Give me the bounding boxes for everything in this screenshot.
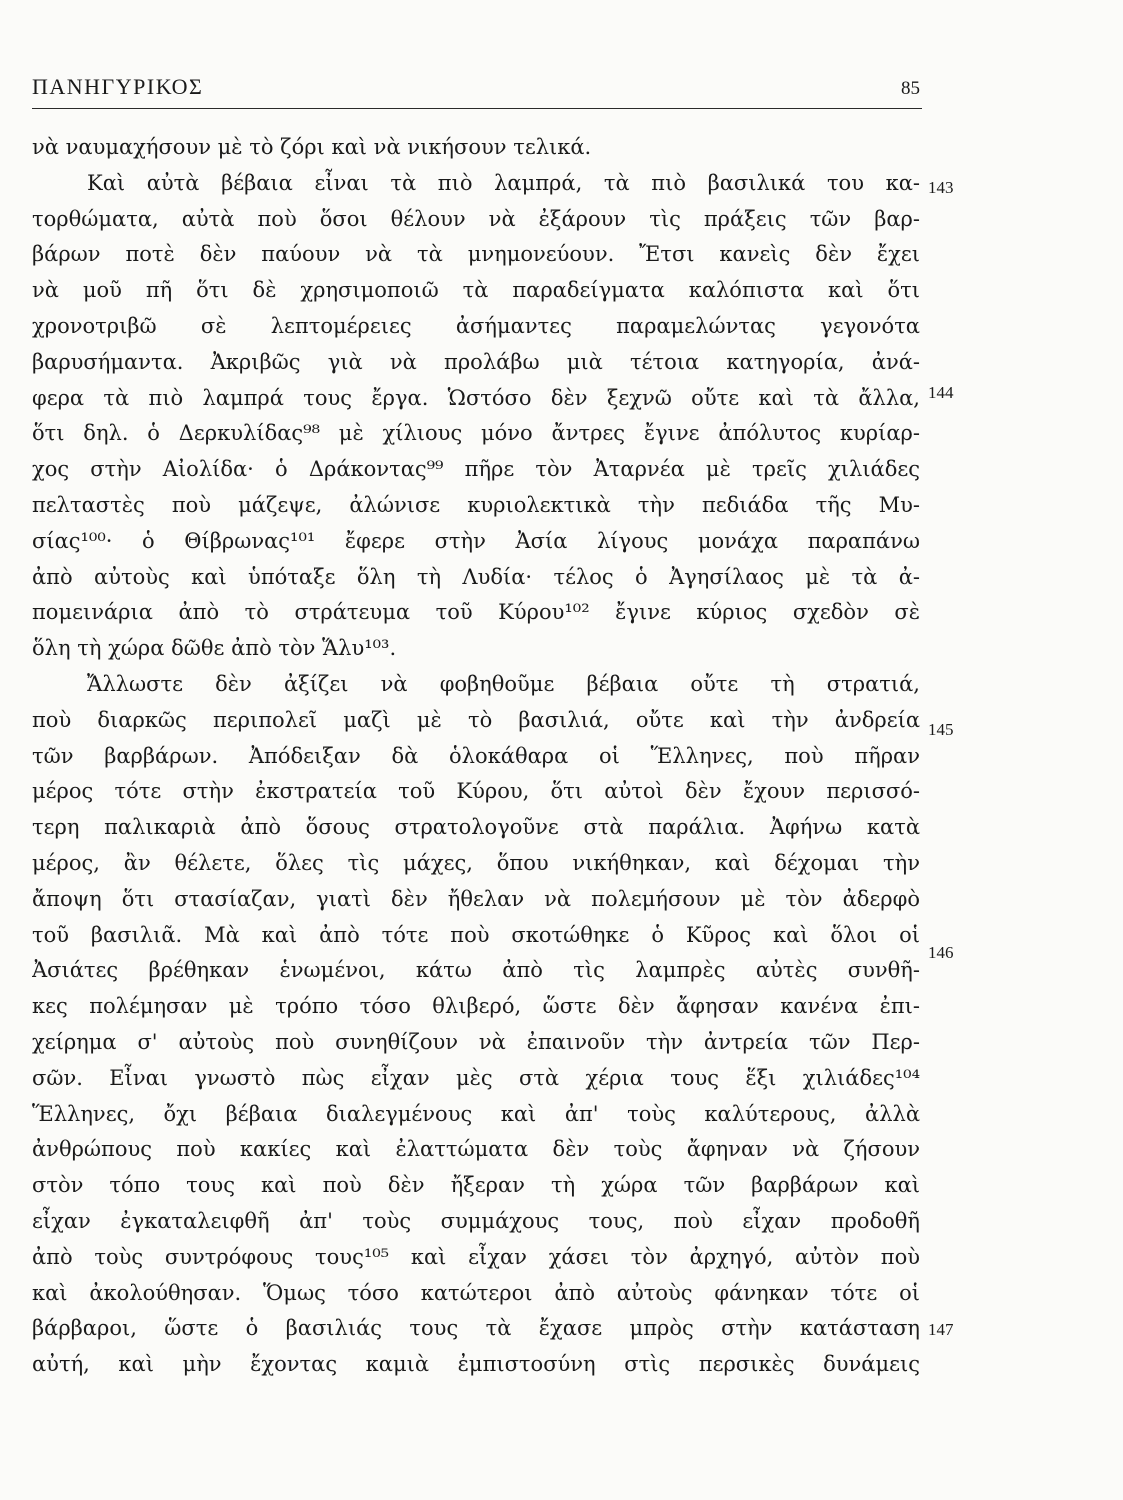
text-line: εἶχαν ἐγκαταλειφθῆ ἀπ' τοὺς συμμάχους τους, ποὺ εἶχαν προδοθῆ xyxy=(32,1208,920,1233)
text-line: βάρβαροι, ὥστε ὁ βασιλιάς τους τὰ ἔχασε μπρὸς στὴν κατάσταση xyxy=(32,1316,920,1341)
text-line: τερη παλικαριὰ ἀπὸ ὅσους στρατολογοῦνε στὰ παράλια. Ἀφήνω κατὰ xyxy=(32,815,920,840)
text-line: ἀπὸ τοὺς συντρόφους τους¹⁰⁵ καὶ εἶχαν χάσει τὸν ἀρχηγό, αὐτὸν ποὺ xyxy=(32,1244,920,1269)
text-line: φερα τὰ πιὸ λαμπρά τους ἔργα. Ὡστόσο δὲν ξεχνῶ οὔτε καὶ τὰ ἄλλα, xyxy=(32,385,920,410)
margin-section-number: 146 xyxy=(928,943,954,962)
text-line: μέρος τότε στὴν ἐκστρατεία τοῦ Κύρου, ὅτι αὐτοὶ δὲν ἔχουν περισσό- xyxy=(32,779,920,804)
page-number: 85 xyxy=(901,78,920,99)
text-line: στὸν τόπο τους καὶ ποὺ δὲν ἤξεραν τὴ χώρα τῶν βαρβάρων καὶ xyxy=(32,1173,920,1198)
text-line: χείρημα σ' αὐτοὺς ποὺ συνηθίζουν νὰ ἐπαινοῦν τὴν ἀντρεία τῶν Περ- xyxy=(32,1029,920,1054)
text-line: ἀνθρώπους ποὺ κακίες καὶ ἐλαττώματα δὲν τοὺς ἄφηναν νὰ ζήσουν xyxy=(32,1137,920,1162)
text-line: χος στὴν Αἰολίδα· ὁ Δράκοντας⁹⁹ πῆρε τὸν Ἀταρνέα μὲ τρεῖς χιλιάδες xyxy=(32,457,920,482)
header-rule xyxy=(32,108,922,109)
running-title: ΠΑΝΗΓΥΡΙΚΟΣ xyxy=(32,74,204,99)
text-line: Καὶ αὐτὰ βέβαια εἶναι τὰ πιὸ λαμπρά, τὰ πιὸ βασιλικά του κα- xyxy=(87,170,920,195)
text-line: ἀπὸ αὐτοὺς καὶ ὑπόταξε ὅλη τὴ Λυδία· τέλος ὁ Ἀγησίλαος μὲ τὰ ἀ- xyxy=(32,564,920,589)
text-line: ὅτι δηλ. ὁ Δερκυλίδας⁹⁸ μὲ χίλιους μόνο ἄντρες ἔγινε ἀπόλυτος κυρίαρ- xyxy=(32,421,920,446)
text-line: τῶν βαρβάρων. Ἀπόδειξαν δὰ ὁλοκάθαρα οἱ Ἕλληνες, ποὺ πῆραν xyxy=(32,743,920,768)
text-line: Ἀσιάτες βρέθηκαν ἑνωμένοι, κάτω ἀπὸ τὶς λαμπρὲς αὐτὲς συνθῆ- xyxy=(32,958,920,983)
margin-section-number: 145 xyxy=(928,720,954,739)
text-line: κες πολέμησαν μὲ τρόπο τόσο θλιβερό, ὥστε δὲν ἄφησαν κανένα ἐπι- xyxy=(32,994,920,1019)
text-line: τορθώματα, αὐτὰ ποὺ ὅσοι θέλουν νὰ ἐξάρουν τὶς πράξεις τῶν βαρ- xyxy=(32,206,920,231)
text-line: ὅλη τὴ χώρα δῶθε ἀπὸ τὸν Ἅλυ¹⁰³. xyxy=(32,636,397,661)
text-line: αὐτή, καὶ μὴν ἔχοντας καμιὰ ἐμπιστοσύνη στὶς περσικὲς δυνάμεις xyxy=(32,1352,920,1377)
text-line: χρονοτριβῶ σὲ λεπτομέρειες ἀσήμαντες παραμελώντας γεγονότα xyxy=(32,313,920,338)
body-text xyxy=(32,130,920,1383)
text-line: τοῦ βασιλιᾶ. Μὰ καὶ ἀπὸ τότε ποὺ σκοτώθηκε ὁ Κῦρος καὶ ὅλοι οἱ xyxy=(32,922,920,947)
text-line: νὰ μοῦ πῆ ὅτι δὲ χρησιμοποιῶ τὰ παραδείγματα καλόπιστα καὶ ὅτι xyxy=(32,278,920,303)
text-line: μέρος, ἂν θέλετε, ὅλες τὶς μάχες, ὅπου νικήθηκαν, καὶ δέχομαι τὴν xyxy=(32,850,920,875)
text-line: ἄποψη ὅτι στασίαζαν, γιατὶ δὲν ἤθελαν νὰ πολεμήσουν μὲ τὸν ἀδερφὸ xyxy=(32,886,920,911)
text-line: ποὺ διαρκῶς περιπολεῖ μαζὶ μὲ τὸ βασιλιά, οὔτε καὶ τὴν ἀνδρεία xyxy=(32,707,920,732)
text-line: βαρυσήμαντα. Ἀκριβῶς γιὰ νὰ προλάβω μιὰ τέτοια κατηγορία, ἀνά- xyxy=(32,349,920,374)
text-line: πελταστὲς ποὺ μάζεψε, ἀλώνισε κυριολεκτικὰ τὴν πεδιάδα τῆς Μυ- xyxy=(32,492,920,517)
text-line: σίας¹⁰⁰· ὁ Θίβρωνας¹⁰¹ ἔφερε στὴν Ἀσία λίγους μονάχα παραπάνω xyxy=(32,528,920,553)
text-line: Ἕλληνες, ὄχι βέβαια διαλεγμένους καὶ ἀπ' τοὺς καλύτερους, ἀλλὰ xyxy=(32,1101,920,1126)
margin-section-number: 143 xyxy=(928,178,954,197)
text-line: σῶν. Εἶναι γνωστὸ πὼς εἶχαν μὲς στὰ χέρια τους ἕξι χιλιάδες¹⁰⁴ xyxy=(32,1065,920,1090)
text-line: νὰ ναυμαχήσουν μὲ τὸ ζόρι καὶ νὰ νικήσουν τελικά. xyxy=(32,135,592,159)
text-line: Ἄλλωστε δὲν ἀξίζει νὰ φοβηθοῦμε βέβαια οὔτε τὴ στρατιά, xyxy=(87,671,920,696)
text-line: καὶ ἀκολούθησαν. Ὅμως τόσο κατώτεροι ἀπὸ αὐτοὺς φάνηκαν τότε οἱ xyxy=(32,1280,920,1305)
margin-section-number: 147 xyxy=(928,1320,954,1339)
margin-section-number: 144 xyxy=(928,383,954,402)
text-line: βάρων ποτὲ δὲν παύουν νὰ τὰ μνημονεύουν. Ἔτσι κανεὶς δὲν ἔχει xyxy=(32,242,920,267)
text-line: πομεινάρια ἀπὸ τὸ στράτευμα τοῦ Κύρου¹⁰² ἔγινε κύριος σχεδὸν σὲ xyxy=(32,600,920,625)
running-head xyxy=(32,66,920,106)
